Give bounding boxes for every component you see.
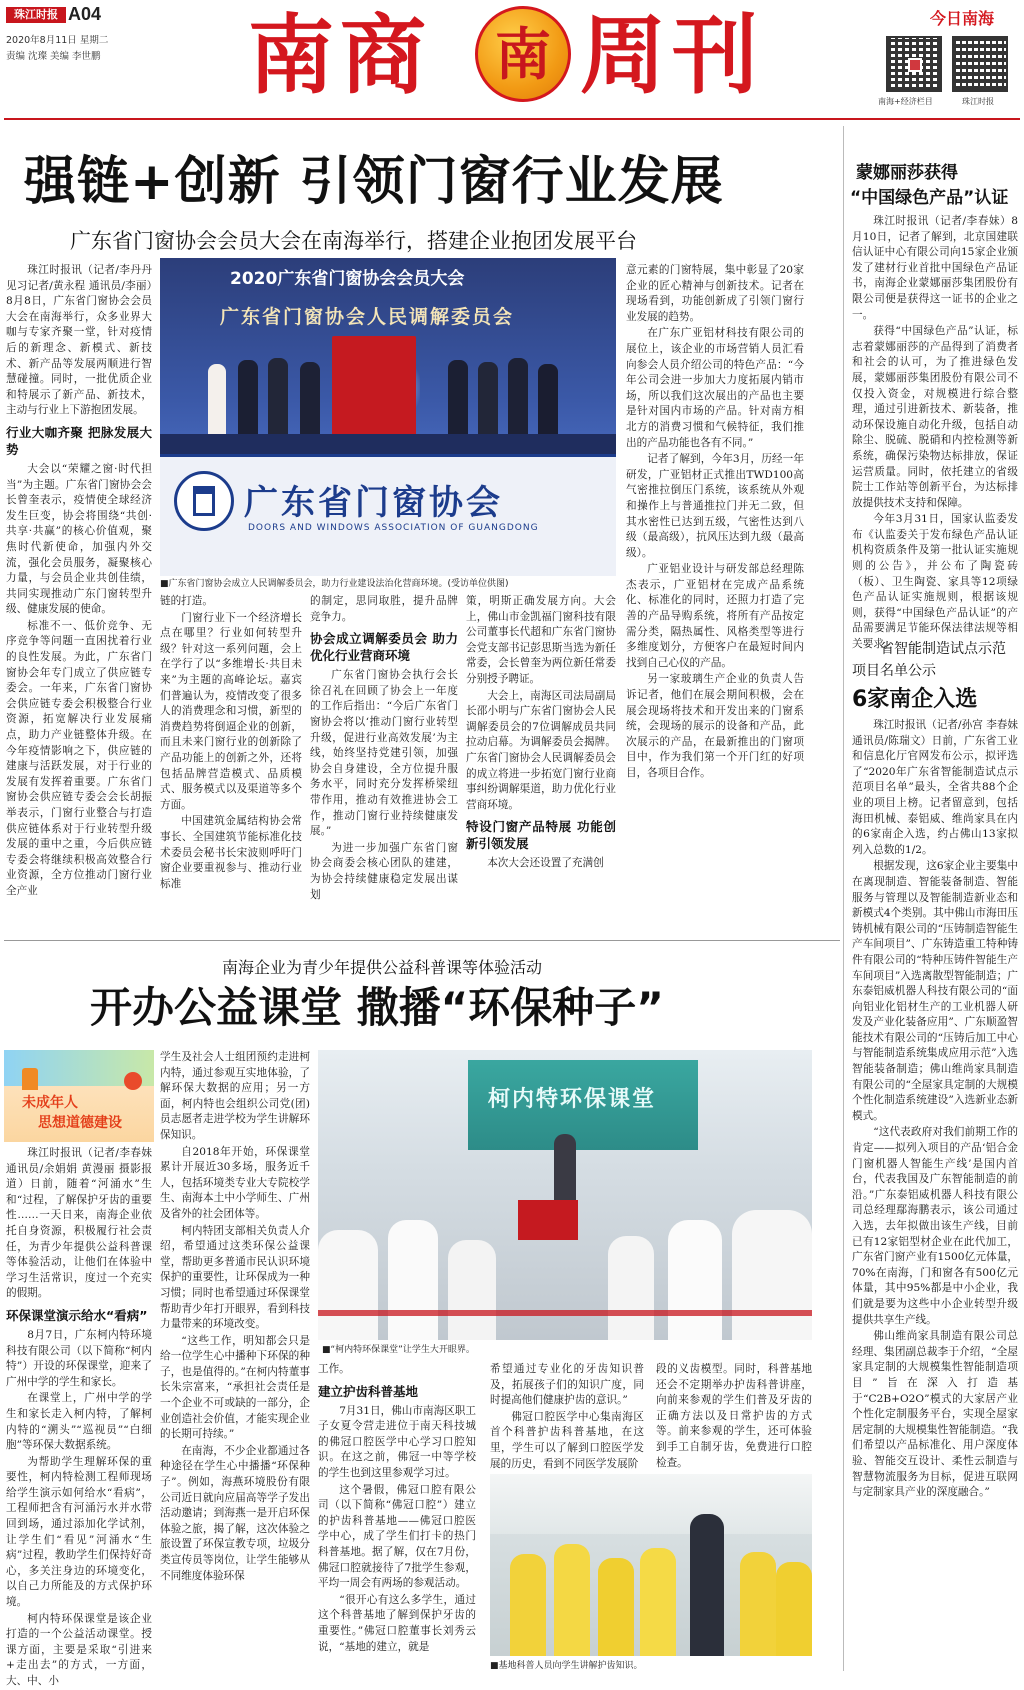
lead-subhead-3: 特设门窗产品特展 功能创新引领发展: [466, 819, 616, 852]
lead-col4: [466, 594, 616, 906]
lead-subheadline: 广东省门窗协会会员大会在南海举行，搭建企业抱团发展平台: [70, 229, 637, 253]
dental-photo: [490, 1474, 812, 1656]
second-col3: [318, 1362, 476, 1676]
lead-col5-para: 另一家玻璃生产企业的负责人告诉记者，他们在展会期间积极，会在展会现场将技术和开发出来的门窗系统，会现场的展示的设备和产品，此次展示的产品，在最新推出的门窗项目中，作为我们第一个开门红的好项目，各项目合作。: [626, 673, 804, 779]
second-col4-para: 佛冠口腔医学中心集南海区首个科普护齿科普基地，在这里，学生可以了解到口腔医学发展的历史，看到不同医学发展阶: [490, 1410, 644, 1470]
side-headline-1: 蒙娜丽莎获得: [856, 163, 958, 183]
lead-col3-para: 为进一步加强广东省门窗协会商委会核心团队的建建，为协会持续健康稳定发展出谋划: [310, 841, 458, 901]
lead-col2: [160, 594, 302, 906]
third-headline-2: 项目名单公示: [852, 663, 936, 679]
second-col2-para: 在南海，不少企业都通过各种途径在学生心中播播“环保种子”。例如，海燕环境股份有限公司近日就向应届高等学子发出活动邀请；到海燕一是开启环保体验之旅，揭了解，这次体验之旅设置了环保宣教专项，垃圾分类宣传员等岗位，让学生能够从不同维度体验环保: [160, 1444, 310, 1582]
second-col3-para: 工作。: [318, 1363, 350, 1375]
association-name: 广东省门窗协会: [244, 483, 503, 523]
photo-banner: 2020广东省门窗协会会员大会: [230, 269, 465, 289]
badge-line1: 未成年人: [22, 1095, 78, 1111]
title-emblem: [475, 6, 571, 102]
second-col2-para: “这些工作，明知都会只是给一位学生心中播种下环保的种子，也是值得的。”在柯内特董事长朱宗富来，“承担社会责任是一个企业不可或缺的一部分，企业创造社会价值，才能实现企业的长期可持续。”: [160, 1334, 310, 1441]
second-col2-para: 柯内特团支部相关负责人介绍，希望通过这类环保公益课堂，帮助更多普通市民认识环境保护的重要性，让环保成为一种习惯；同时也希望通过环保课堂帮助青少年打开眼界，看到科技力量带来的环境改变。: [160, 1224, 310, 1331]
side-para: 获得“中国绿色产品”认证，标志着蒙娜丽莎的产品得到了消费者和社会的认可，为了推进绿色发展，蒙娜丽莎集团股份有限公司不仅投入资金，对规模进行综合整理，通过引进新技术、新装备，推动环保设施自动化升级，包括自动除尘、脱硫、脱硝和内控检测等新系统，确保污染物达标排放，保证运营质量。同时，依托建立的省级院士工作站等创新平台，为达标排放提供技术支持和保障。: [852, 325, 1018, 509]
editor-line: 责编 沈璨 美编 李世鹏: [6, 51, 101, 62]
masthead: [0, 0, 1024, 120]
photo-sign: 广东省门窗协会人民调解委员会: [220, 306, 515, 328]
lead-col2-para: 中国建筑金属结构协会常事长、全国建筑节能标准化技术委员会秘书长宋波则呼吁门窗企业要重视参与、推动行业标准: [160, 815, 302, 890]
second-col3-para: 这个暑假，佛冠口腔有限公司（以下简称“佛冠口腔”）建立的护齿科普基地——佛冠口腔医学中心，成了学生们打卡的热门科普基地。据了解，仅在7月份，佛冠口腔就接待了7批学生参观，平均一周会有两场的参观活动。: [318, 1483, 476, 1590]
title-left: 南商: [248, 5, 432, 106]
dental-photo-caption: ■基地科普人员向学生讲解护齿知识。: [490, 1661, 643, 1671]
second-col1-para: 8月7日，广东柯内特环境科技有限公司（以下简称“柯内特”）开设的环保课堂，迎来了广州中学的学生和家长。: [6, 1328, 152, 1388]
lead-col1-para: 标准不一、低价竞争、无序竞争等问题一直困扰着行业的良性发展。为此，广东省门窗协会年专门成立了供应链专委会。一年来，广东省门窗协会供应链专委会积极整合行业资源，拓宽解决行业发展痛点，助力产业链整体升级。在今年疫情影响之下，供应链的建康与活跃发展，对于行业的发展有发挥着重要。广东省门窗协会供应链专委会会长胡振举表示，门窗行业整合与打造供应链体系对于行业转型升级发展的重中之重，今后供应链专委会将继续积极高效整合行业资源，全方位推动门窗行业全产业: [6, 619, 152, 897]
second-intro: 珠江时报讯（记者/李春妹 通讯员/余娟娟 黄漫丽 摄影报道）日前，随着“河涌水”生和“过程，了解保护牙齿的重要性……一天日来，南海企业依托自身资源，积极履行社会责任，为青少年提供公益科普课等体验活动，让他们在体验中学习生活常识，度过一个充实的假期。: [6, 1147, 152, 1300]
second-col1-para: 为帮助学生理解环保的重要性，柯内特检测工程师现场给学生演示如何给水“看病”，工程师把含有河涌污水并水带回到场，通过添加化学试剂，让学生们“看见”河涌水“生病”过程，教助学生们保持好奇心，多关注身边的环境变化，以自己力所能及的方式保护环境。: [6, 1455, 152, 1609]
second-col3-para: 7月31日，佛山市南海区职工子女夏令营走进位于南天科技城的佛冠口腔医学中心学习口腔知识。在这之前，佛冠一中等学校的学生也到这里参观学习过。: [318, 1404, 476, 1479]
badge-line2: 思想道德建设: [38, 1115, 122, 1131]
page-number: A04: [68, 4, 102, 24]
second-col3-para: “很开心有这么多学生，通过这个科普基地了解到保护牙齿的重要性。”佛冠口腔董事长刘秀云说，“基地的建立，就是: [318, 1593, 476, 1653]
lead-col3: [310, 594, 458, 906]
side-para: 珠江时报讯（记者/李春妹）8月10日，记者了解到，北京国建联信认证中心有限公司向15家企业颁发了建材行业首批中国绿色产品证书，南海企业蒙娜丽莎集团股份有限公司便是获得这一证书的企业之一。: [852, 215, 1018, 321]
second-subhead-2: 建立护齿科普基地: [318, 1383, 419, 1399]
side-para: 今年3月31日，国家认监委发布《认监委关于发布绿色产品认证机构资质条件及第一批认证实施规则的公告》，并公布了陶瓷砖（板）、卫生陶瓷、家具等12项绿色产品认证实施规则，根据该规则，获得“中国绿色产品认证”的产品需要满足节能环保法律法规等相关要求。: [852, 513, 1018, 651]
lead-col4-para: 本次大会还设置了充满创: [487, 857, 604, 870]
lead-col3-para: 的制定，思同取胜，提升品牌竞争力。: [310, 595, 458, 623]
lead-subhead-2: 协会成立调解委员会 助力优化行业营商环境: [310, 631, 458, 664]
second-col1-para: 在课堂上，广州中学的学生和家长走入柯内特，了解柯内特的“溯头”“巡视员”“白细胞”等环保大数据系统。: [6, 1392, 152, 1452]
moral-badge: [4, 1050, 154, 1142]
qr-code-icon: [886, 36, 942, 92]
second-col4-para: 希望通过专业化的牙齿知识普及，拓展孩子们的知识广度，同时提高他们健康护齿的意识。”: [490, 1363, 644, 1407]
lead-col4-para: 策，明斯正确发展方向。大会上，佛山市金凯福门窗科技有限公司董事长代超和广东省门窗协会党支部书记彭思斯当选为新任常委，会长曾奎为两位新任常委分别授予聘证。: [466, 595, 616, 685]
section-divider: [4, 940, 840, 941]
second-subhead-1: 环保课堂演示给水“看病”: [6, 1307, 148, 1323]
association-banner: [160, 454, 616, 576]
second-col2: [160, 1050, 310, 1676]
classroom-screen: [468, 1060, 698, 1150]
date-line: 2020年8月11日 星期二: [6, 35, 109, 46]
qr-code-icon: [952, 36, 1008, 92]
side-headline-2: “中国绿色产品”认证: [850, 188, 1009, 208]
classroom-photo: [318, 1050, 812, 1340]
lead-col2-para: 门窗行业下一个经济增长点在哪里？行业如何转型升级？针对这一系列问题，会上在学行了以“多维增长·共目未来”为主题的高峰论坛。嘉宾们普遍认为，疫情改变了很多人的消费理念和习惯，新型的消费趋势将倒逼企业的创新，而且未来门窗行业的创新除了产品功能上的创新之外，还将包括品牌营造模式、品质模式、服务模式以及渠道等多个方面。: [160, 611, 302, 811]
today-label: 今日南海: [930, 9, 995, 28]
qr1-label: 南海+经济栏目: [878, 97, 933, 106]
lead-col4-para: 大会上，南海区司法局副局长邵小明与广东省门窗协会人民调解委员会的7位调解成员共同拉动启幕。为调解委员会揭牌。广东省门窗协会人民调解委员会的成立将进一步拓宽门窗行业商事纠纷调解渠道，助力优化行业营商环境。: [466, 689, 616, 811]
third-para: 根据发现，这6家企业主要集中在离现制造、智能装备制造、智能服务与管理以及智能制造新业态和新模式4个类别。其中佛山市海田压铸机械有限公司的“压铸制造智能生产车间项目”、广东铸造重工特种铸件有限公司的“特种压铸件智能生产车间项目”入选离散型智能制造；广东泰铝威机器人科技有限公司的“面向铝业化铝材生产的工业机器人研发及产业化装备应用”、广东顺盈智能技术有限公司的“压铸后加工中心与智能制造系统集成应用示范”入选智能装备制造；佛山维尚家具制造有限公司的“全屋家具定制的大规模个性化制造系统建设”入选新业态新模式。: [852, 860, 1018, 1122]
third-para: “这代表政府对我们前期工作的肯定——拟列入项目的产品‘铝合金门窗机器人智能生产线’是国内首台，代表我国及广东智能制造的前沿。”广东泰铝威机器人科技有限公司总经理鄢海鹏表示，该公司通过入选，去年拟做出该生产线，目前已有12家铝型材企业在此代加工，广东省门窗产业有1500亿元体量，70%在南海，门和窗各有500亿元体量，其中95%都是中小企业，我们就是要为这些中小企业转型升级提供共享生产线。: [852, 1126, 1018, 1326]
third-headline-1: 省智能制造试点示范: [880, 641, 1006, 657]
lead-col5-para: 意元素的门窗特展，集中彰显了20家企业的匠心精神与创新技术。记者在现场看到，功能创新成了引领门窗行业发展的趋势。: [626, 264, 804, 323]
third-headline-main: 6家南企入选: [852, 687, 978, 712]
lead-subhead-1: 行业大咖齐聚 把脉发展大势: [6, 424, 152, 457]
lead-col2-para: 链的打造。: [160, 595, 213, 607]
people-row: [208, 354, 568, 434]
lead-col5-para: 在广东广亚铝材科技有限公司的展位上，该企业的市场营销人员汇看向参会人员介绍公司的特色产品：“今年公司会进一步加大力度拓展内销市场，所以我们这次展出的产品也主要是针对国内市场的产品。针对南方相北方的消费习惯和气候特征，我们推出的产品功能也各有不同。”: [626, 327, 804, 449]
lead-intro: 珠江时报讯（记者/李丹丹 见习记者/黄永程 通讯员/李丽）8月8日，广东省门窗协会会员大会在南海举行，众多业界大咖与专家齐聚一堂，针对疫情后的新理念、新模式、新技术、新产品等发展两顺进行智慧碰撞。同时，一批优质企业和特展示了新产品、新技术，主动与行业上下游抱团发展。: [6, 264, 152, 417]
lead-photo-caption: ■广东省门窗协会成立人民调解委员会，助力行业建设法治化营商环境。(受访单位供图): [160, 579, 509, 589]
emblem-glyph: 南: [495, 22, 551, 88]
lead-photo: [160, 258, 616, 576]
third-para: 佛山维尚家具制造有限公司总经理、集团副总裁李于介绍，“全屋家具定制的大规模集性智能制造项目”旨在深入打造基于“C2B+O2O”模式的大家居产业个性化定制服务平台，实现全屋家居定制的大规模集性智能制造。“我们希望以产品标准化、用户深度体验、智能交互设计、柔性云制造与智慧物流服务为目标，促进互联网与定制家具产业的深度融合。”: [852, 1330, 1018, 1499]
lead-col5-para: 广亚铝业设计与研发部总经理陈杰表示，广亚铝材在完成产品系统化、标准化的同时，还照力打造了完善的产品导购系统，将所有产品按定需分类，隔热属性、风格类型等进行多维度划分，方便客户在最短时间内找到自己心仪的产品。: [626, 563, 804, 669]
second-col4: [490, 1362, 644, 1472]
lead-col1-para: 大会以“荣耀之窗·时代担当”为主题。广东省门窗协会会长曾奎表示，疫情使全球经济发生巨变，协会将围绕“共创·共享·共赢”的核心价值观，聚焦时代新使命，加强内外交流，强化会员服务，凝聚核心力量，与会员企业共创佳绩，共同实现推动广东门窗转型升级、健康发展的使命。: [6, 462, 152, 616]
third-story-body: [852, 718, 1018, 1673]
classroom-photo-caption: ■“柯内特环保课堂”让学生大开眼界。: [322, 1345, 475, 1355]
second-col1: [6, 1146, 152, 1687]
sidebar-divider: [843, 126, 844, 1671]
screen-banner: 柯内特环保课堂: [488, 1087, 657, 1112]
second-headline: 开办公益课堂 撒播“环保种子”: [90, 983, 664, 1032]
association-name-en: DOORS AND WINDOWS ASSOCIATION OF GUANGDONG: [248, 523, 539, 533]
title-right: 周刊: [580, 5, 764, 106]
lead-col3-para: 广东省门窗协会执行会长徐召礼在回顾了协会上一年度的工作后指出：“今后广东省门窗协会将以‘推动门窗行业转型升级，促进行业高效发展’为主线，始终坚持党建引领，加强协会自身建设，全方位提升服务水平，同时充分发挥桥梁纽带作用，推动有效推进协会工作，推动门窗行业持续健康发展。”: [310, 669, 458, 838]
association-logo-icon: [174, 471, 234, 531]
second-col5-para: 段的义齿模型。同时，科普基地还会不定期举办护齿科普讲座，向前来参观的学生们普及牙齿的正确方法以及日常护齿的方式等。前来参观的学生，还可体验到手工自制牙齿，免费进行口腔检查。: [656, 1363, 812, 1469]
lead-col5: [626, 263, 804, 906]
third-para: 珠江时报讯（记者/孙宫 李春妹 通讯员/陈瑞文）日前，广东省工业和信息化厅官网发布公示，拟评选了“2020年广东省智能制造试点示范项目名单”最头，全省共88个企业的项目上榜。记者留意到，包括海田机械、泰铝威、维尚家具在内的6家南企入选，约占佛山13家拟列入总数的1/2。: [852, 719, 1018, 856]
second-kicker: 南海企业为青少年提供公益科普课等体验活动: [222, 958, 543, 977]
second-col1-para: 柯内特环保课堂是该企业打造的一个公益活动课堂。授课方面，主要是采取“引进来+走出去”的方式，一方面，大、中、小: [6, 1612, 152, 1687]
lead-col5-para: 记者了解到，今年3月，历经一年研发，广亚铝材正式推出TWD100高气密推拉倒压门系统，该系统从外观和操作上与普通推拉门并无二致，但其水密性已达到五级，气密性达到八级（最高级），抗风压达到九级（最高级）。: [626, 453, 804, 559]
second-col2-para: 自2018年开始，环保课堂累计开展近30多场，服务近千人，包括环境类专业大专院校学生、南海本土中小学师生、广州及省外的社会团体等。: [160, 1145, 310, 1220]
second-col5: [656, 1362, 812, 1472]
lead-headline: 强链+创新 引领门窗行业发展: [24, 152, 724, 212]
masthead-rule: [4, 118, 1020, 120]
paper-logo: 珠江时报: [6, 7, 66, 23]
qr2-label: 珠江时报: [962, 97, 994, 106]
second-col2-para: 学生及社会人士组团预约走进柯内特，通过参观互实地体验，了解环保大数据的应用；另一方面，柯内特也会组织公司党(团)员志愿者走进学校为学生讲解环保知识。: [160, 1051, 310, 1141]
lead-col1: [6, 263, 152, 903]
